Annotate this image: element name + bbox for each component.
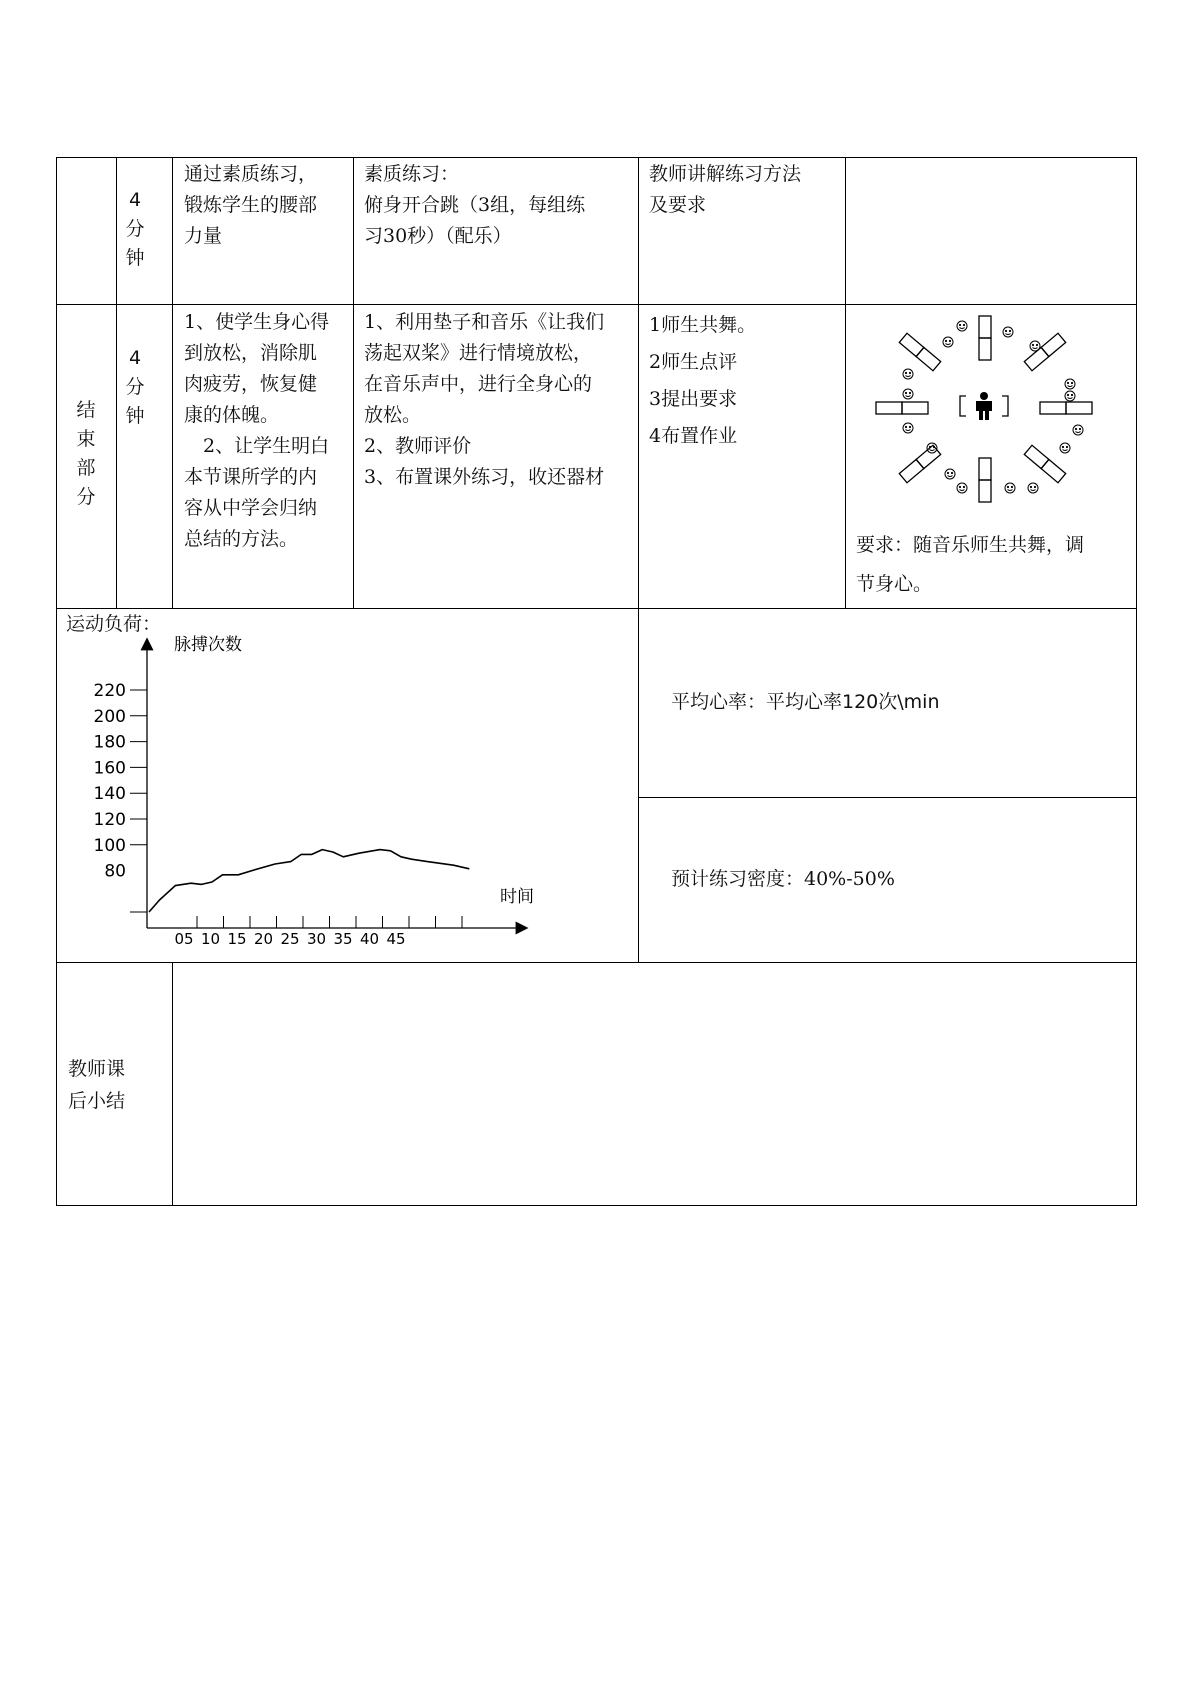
practice-density: 预计练习密度：40%-50% — [671, 868, 895, 890]
x-tick-label: 40 — [359, 930, 380, 948]
average-heart-rate: 平均心率：平均心率120次\min — [671, 691, 940, 713]
x-tick-label: 45 — [386, 930, 406, 948]
y-tick-label: 180 — [93, 732, 126, 753]
x-tick-label: 10 — [200, 930, 221, 948]
y-axis-label: 脉搏次数 — [174, 635, 242, 655]
x-tick-label: 30 — [306, 930, 327, 948]
y-tick-label: 140 — [93, 784, 126, 805]
row2-content: 1、利用垫子和音乐《让我们 荡起双桨》进行情境放松， 在音乐声中，进行全身心的 放松。 2、教师评价 3、布置课外练习，收还器材 — [364, 311, 605, 488]
row1-method: 教师讲解练习方法 及要求 — [649, 163, 802, 216]
pulse-chart — [60, 630, 580, 950]
y-tick-label: 200 — [93, 706, 126, 727]
x-tick-label: 15 — [227, 930, 247, 948]
pulse-series-line — [149, 850, 469, 912]
row1-goal: 通过素质练习， 锻炼学生的腰部 力量 — [184, 163, 318, 247]
x-tick-label: 05 — [174, 930, 194, 948]
row1-content: 素质练习： 俯身开合跳（3组，每组练 习30秒）（配乐） — [364, 163, 586, 247]
y-tick-label: 120 — [93, 810, 126, 830]
y-tick-label: 80 — [104, 861, 126, 882]
row1-duration: 4 分 钟 — [125, 189, 145, 269]
row2-goal: 1、使学生身心得 到放松，消除肌 肉疲劳，恢复健 康的体魄。 2、让学生明白 本节课所学的内 容从中学会归纳 总结的方法。 — [184, 311, 330, 550]
section-label: 结 束 部 分 — [76, 399, 96, 508]
formation-diagram — [870, 312, 1100, 512]
row2-requirement: 要求：随音乐师生共舞，调 节身心。 — [856, 534, 1085, 595]
summary-label: 教师课 后小结 — [68, 1058, 126, 1112]
y-tick-label: 160 — [93, 758, 126, 779]
x-tick-label: 35 — [333, 930, 353, 948]
row2-method: 1师生共舞。 2师生点评 3提出要求 4布置作业 — [649, 314, 757, 447]
row2-duration: 4 分 钟 — [125, 347, 145, 427]
x-tick-label: 25 — [280, 930, 300, 948]
x-axis-label: 时间 — [500, 887, 534, 907]
x-tick-label: 20 — [253, 930, 274, 948]
y-tick-label: 100 — [93, 835, 126, 856]
load-title: 运动负荷： — [66, 613, 162, 635]
y-tick-label: 220 — [93, 681, 126, 701]
